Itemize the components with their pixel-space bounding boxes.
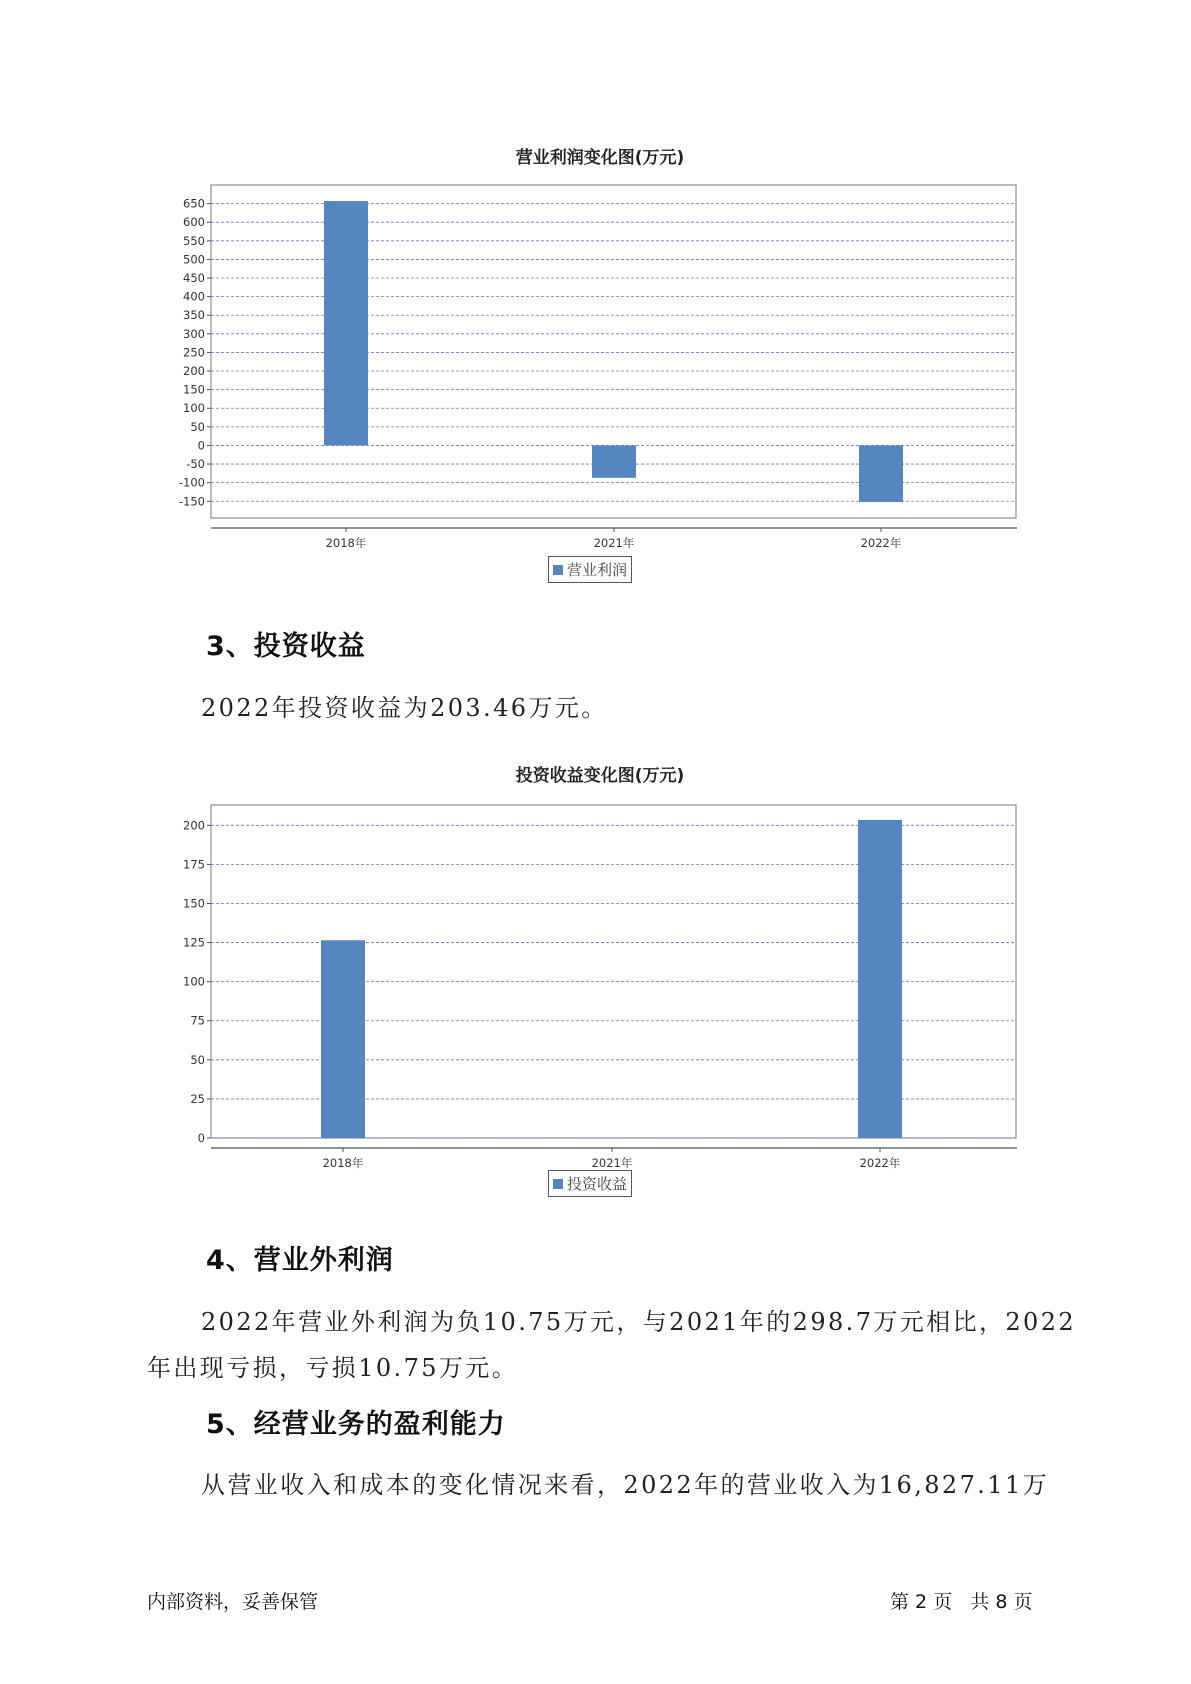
y-tick-label: 250 — [183, 345, 205, 360]
y-tick-label: 75 — [190, 1013, 205, 1028]
y-tick-label: 550 — [183, 233, 205, 248]
section4-line2: 年出现亏损，亏损10.75万元。 — [147, 1354, 519, 1382]
y-tick-label: 175 — [183, 857, 205, 872]
x-tick-label: 2022年 — [860, 536, 902, 550]
legend-swatch — [553, 1179, 563, 1189]
y-tick-label: 450 — [183, 271, 205, 286]
x-tick-label: 2021年 — [593, 536, 635, 550]
footer-page-number: 第 2 页 共 8 页 — [890, 1591, 1033, 1613]
x-tick-label: 2022年 — [859, 1156, 901, 1170]
y-tick-label: 0 — [197, 1131, 205, 1145]
y-tick-label: 600 — [183, 215, 205, 230]
x-tick-label: 2018年 — [322, 1156, 364, 1170]
section3-text: 2022年投资收益为203.46万元。 — [201, 694, 608, 722]
x-tick-label: 2021年 — [591, 1156, 633, 1170]
bar — [858, 820, 902, 1138]
bar — [321, 940, 365, 1138]
y-tick-label: 25 — [190, 1091, 205, 1106]
y-tick-label: -50 — [186, 457, 205, 472]
y-tick-label: 150 — [183, 896, 205, 911]
y-tick-label: 350 — [183, 308, 205, 323]
y-tick-label: 0 — [197, 438, 205, 453]
footer-confidential: 内部资料，妥善保管 — [147, 1591, 319, 1613]
section5-heading: 5、经营业务的盈利能力 — [206, 1409, 506, 1440]
chart2-title: 投资收益变化图(万元) — [515, 766, 685, 786]
section4-heading: 4、营业外利润 — [206, 1245, 394, 1276]
y-tick-label: 300 — [183, 326, 205, 341]
y-tick-label: 100 — [183, 974, 205, 989]
legend-label: 营业利润 — [567, 561, 628, 579]
section5-line1: 从营业收入和成本的变化情况来看，2022年的营业收入为16,827.11万 — [201, 1471, 1050, 1499]
chart1-title: 营业利润变化图(万元) — [515, 148, 685, 168]
y-tick-label: 400 — [183, 289, 205, 304]
y-tick-label: 100 — [183, 401, 205, 416]
legend-label: 投资收益 — [567, 1175, 628, 1193]
section3-heading: 3、投资收益 — [206, 631, 366, 662]
y-tick-label: 650 — [183, 196, 205, 211]
y-tick-label: -100 — [178, 475, 205, 490]
y-tick-label: 125 — [183, 935, 205, 950]
chart2-legend — [548, 1170, 632, 1197]
y-tick-label: 150 — [183, 382, 205, 397]
y-tick-label: -150 — [178, 494, 205, 509]
x-tick-label: 2018年 — [325, 536, 367, 550]
y-tick-label: 50 — [190, 1052, 205, 1067]
y-tick-label: 500 — [183, 252, 205, 267]
y-tick-label: 200 — [183, 364, 205, 379]
y-tick-label: 200 — [183, 818, 205, 833]
y-tick-label: 50 — [190, 419, 205, 434]
section4-line1: 2022年营业外利润为负10.75万元，与2021年的298.7万元相比，2022 — [201, 1308, 1077, 1336]
